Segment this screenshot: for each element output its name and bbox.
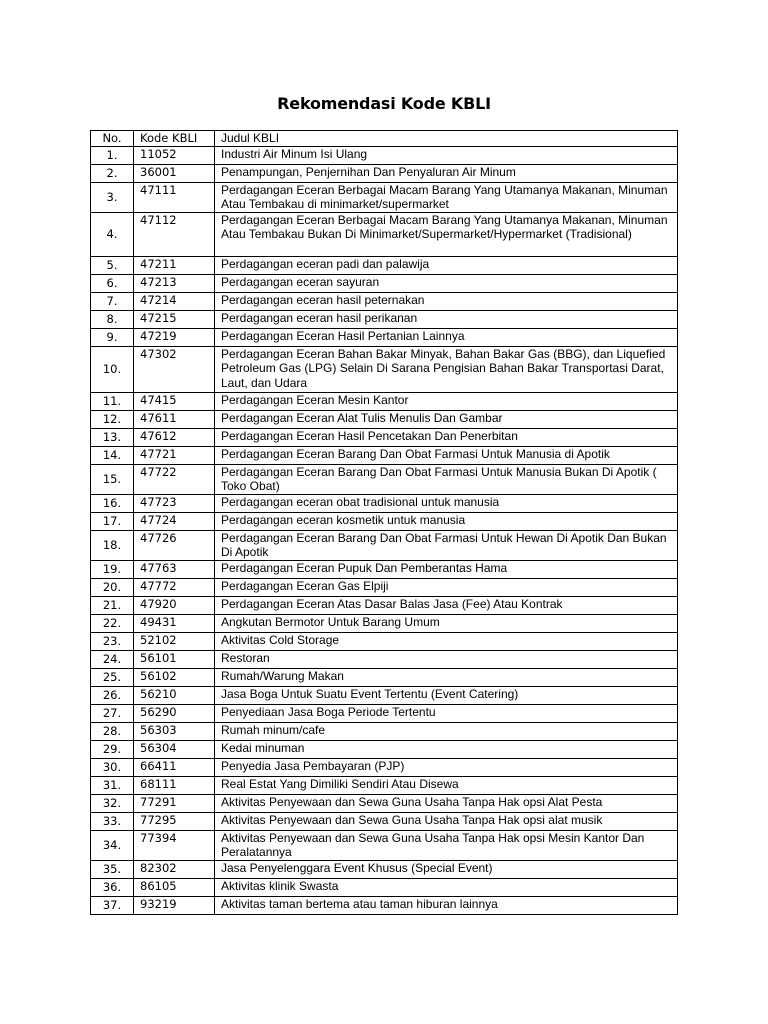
table-row [91,274,678,292]
kode-kbli-cell: 56304 [134,740,215,758]
judul-kbli-cell: Penyedia Jasa Pembayaran (PJP) [215,758,678,776]
table-row [91,776,678,794]
table-row [91,758,678,776]
kode-kbli-cell: 47724 [134,512,215,530]
kode-kbli-cell: 36001 [134,164,215,182]
judul-kbli-cell: Aktivitas Cold Storage [215,632,678,650]
kode-kbli-cell: 47112 [134,212,215,256]
judul-kbli-cell: Industri Air Minum Isi Ulang [215,146,678,164]
row-number: 30. [91,758,134,776]
kode-kbli-cell: 52102 [134,632,215,650]
kode-kbli-cell: 47612 [134,428,215,446]
row-number: 8. [91,310,134,328]
table-row [91,530,678,560]
table-row [91,812,678,830]
table-row [91,494,678,512]
judul-kbli-cell: Penampungan, Penjernihan Dan Penyaluran Air Minum [215,164,678,182]
judul-kbli-cell: Perdagangan Eceran Berbagai Macam Barang Yang Utamanya Makanan, Minuman Atau Tembakau Bukan Di Minimarket/Supermarket/Hypermarket (Tradisional) [215,212,678,256]
judul-kbli-cell: Perdagangan Eceran Alat Tulis Menulis Dan Gambar [215,410,678,428]
kode-kbli-cell: 47772 [134,578,215,596]
table-row [91,578,678,596]
table-header-row [91,131,678,147]
kode-kbli-cell: 47302 [134,346,215,392]
row-number: 10. [91,346,134,392]
kode-kbli-cell: 47215 [134,310,215,328]
kode-kbli-cell: 93219 [134,896,215,914]
kode-kbli-cell: 47219 [134,328,215,346]
page-title: Rekomendasi Kode KBLI [277,94,491,113]
row-number: 31. [91,776,134,794]
row-number: 21. [91,596,134,614]
row-number: 25. [91,668,134,686]
table-row [91,668,678,686]
kode-kbli-cell: 56101 [134,650,215,668]
table-row [91,686,678,704]
judul-kbli-cell: Jasa Penyelenggara Event Khusus (Special Event) [215,860,678,878]
row-number: 12. [91,410,134,428]
judul-kbli-cell: Angkutan Bermotor Untuk Barang Umum [215,614,678,632]
header-no: No. [91,131,134,147]
row-number: 1. [91,146,134,164]
kode-kbli-cell: 68111 [134,776,215,794]
table-row [91,830,678,860]
row-number: 32. [91,794,134,812]
kode-kbli-cell: 82302 [134,860,215,878]
row-number: 22. [91,614,134,632]
judul-kbli-cell: Perdagangan eceran hasil perikanan [215,310,678,328]
header-judul: Judul KBLI [215,131,678,147]
kode-kbli-cell: 47721 [134,446,215,464]
table-row [91,146,678,164]
table-row [91,182,678,212]
judul-kbli-cell: Perdagangan Eceran Hasil Pencetakan Dan Penerbitan [215,428,678,446]
judul-kbli-cell: Perdagangan eceran sayuran [215,274,678,292]
table-row [91,328,678,346]
kode-kbli-cell: 47213 [134,274,215,292]
kode-kbli-cell: 47763 [134,560,215,578]
row-number: 23. [91,632,134,650]
table-row [91,292,678,310]
kode-kbli-cell: 56210 [134,686,215,704]
row-number: 37. [91,896,134,914]
table-row [91,512,678,530]
kode-kbli-cell: 47415 [134,392,215,410]
judul-kbli-cell: Perdagangan Eceran Gas Elpiji [215,578,678,596]
row-number: 2. [91,164,134,182]
row-number: 28. [91,722,134,740]
kode-kbli-cell: 56303 [134,722,215,740]
row-number: 34. [91,830,134,860]
table-row [91,346,678,392]
kode-kbli-cell: 47723 [134,494,215,512]
row-number: 9. [91,328,134,346]
judul-kbli-cell: Aktivitas klinik Swasta [215,878,678,896]
table-row [91,860,678,878]
row-number: 14. [91,446,134,464]
judul-kbli-cell: Perdagangan Eceran Berbagai Macam Barang Yang Utamanya Makanan, Minuman Atau Tembakau di minimarket/supermarket [215,182,678,212]
judul-kbli-cell: Aktivitas taman bertema atau taman hiburan lainnya [215,896,678,914]
row-number: 19. [91,560,134,578]
row-number: 4. [91,212,134,256]
judul-kbli-cell: Perdagangan Eceran Barang Dan Obat Farmasi Untuk Manusia di Apotik [215,446,678,464]
table-row [91,164,678,182]
table-row [91,740,678,758]
row-number: 27. [91,704,134,722]
judul-kbli-cell: Aktivitas Penyewaan dan Sewa Guna Usaha Tanpa Hak opsi Alat Pesta [215,794,678,812]
row-number: 36. [91,878,134,896]
row-number: 20. [91,578,134,596]
table-row [91,310,678,328]
judul-kbli-cell: Perdagangan eceran obat tradisional untuk manusia [215,494,678,512]
table-row [91,614,678,632]
row-number: 18. [91,530,134,560]
row-number: 24. [91,650,134,668]
table-row [91,560,678,578]
judul-kbli-cell: Kedai minuman [215,740,678,758]
row-number: 35. [91,860,134,878]
kode-kbli-cell: 47111 [134,182,215,212]
row-number: 26. [91,686,134,704]
table-row [91,650,678,668]
row-number: 11. [91,392,134,410]
kode-kbli-cell: 11052 [134,146,215,164]
kode-kbli-cell: 77295 [134,812,215,830]
table-row [91,596,678,614]
judul-kbli-cell: Perdagangan eceran padi dan palawija [215,256,678,274]
table-row [91,212,678,256]
judul-kbli-cell: Perdagangan Eceran Bahan Bakar Minyak, Bahan Bakar Gas (BBG), dan Liquefied Petroleum Gas (LPG) Selain Di Sarana Pengisian Bahan Bakar Transportasi Darat, Laut, dan Udara [215,346,678,392]
kbli-table [90,130,678,915]
kode-kbli-cell: 47726 [134,530,215,560]
table-row [91,896,678,914]
table-row [91,428,678,446]
table-row [91,704,678,722]
judul-kbli-cell: Rumah/Warung Makan [215,668,678,686]
judul-kbli-cell: Perdagangan eceran kosmetik untuk manusia [215,512,678,530]
kode-kbli-cell: 86105 [134,878,215,896]
table-row [91,632,678,650]
row-number: 7. [91,292,134,310]
table-body [91,146,678,914]
judul-kbli-cell: Perdagangan eceran hasil peternakan [215,292,678,310]
kode-kbli-cell: 66411 [134,758,215,776]
row-number: 3. [91,182,134,212]
kode-kbli-cell: 47722 [134,464,215,494]
judul-kbli-cell: Perdagangan Eceran Mesin Kantor [215,392,678,410]
header-kode: Kode KBLI [134,131,215,147]
table-row [91,722,678,740]
judul-kbli-cell: Perdagangan Eceran Barang Dan Obat Farmasi Untuk Manusia Bukan Di Apotik ( Toko Obat) [215,464,678,494]
kode-kbli-cell: 77394 [134,830,215,860]
judul-kbli-cell: Rumah minum/cafe [215,722,678,740]
judul-kbli-cell: Aktivitas Penyewaan dan Sewa Guna Usaha Tanpa Hak opsi Mesin Kantor Dan Peralatannya [215,830,678,860]
table-row [91,794,678,812]
row-number: 6. [91,274,134,292]
table-row [91,410,678,428]
kode-kbli-cell: 49431 [134,614,215,632]
row-number: 5. [91,256,134,274]
kode-kbli-cell: 56102 [134,668,215,686]
judul-kbli-cell: Perdagangan Eceran Barang Dan Obat Farmasi Untuk Hewan Di Apotik Dan Bukan Di Apotik [215,530,678,560]
table-row [91,446,678,464]
row-number: 15. [91,464,134,494]
table-row [91,878,678,896]
judul-kbli-cell: Perdagangan Eceran Pupuk Dan Pemberantas Hama [215,560,678,578]
judul-kbli-cell: Real Estat Yang Dimiliki Sendiri Atau Disewa [215,776,678,794]
row-number: 33. [91,812,134,830]
judul-kbli-cell: Restoran [215,650,678,668]
judul-kbli-cell: Perdagangan Eceran Atas Dasar Balas Jasa (Fee) Atau Kontrak [215,596,678,614]
kode-kbli-cell: 47211 [134,256,215,274]
row-number: 17. [91,512,134,530]
kode-kbli-cell: 47214 [134,292,215,310]
row-number: 13. [91,428,134,446]
kode-kbli-cell: 77291 [134,794,215,812]
kode-kbli-cell: 47920 [134,596,215,614]
judul-kbli-cell: Jasa Boga Untuk Suatu Event Tertentu (Event Catering) [215,686,678,704]
table-row [91,464,678,494]
judul-kbli-cell: Penyediaan Jasa Boga Periode Tertentu [215,704,678,722]
row-number: 29. [91,740,134,758]
table-row [91,392,678,410]
judul-kbli-cell: Aktivitas Penyewaan dan Sewa Guna Usaha Tanpa Hak opsi alat musik [215,812,678,830]
kode-kbli-cell: 56290 [134,704,215,722]
kode-kbli-cell: 47611 [134,410,215,428]
judul-kbli-cell: Perdagangan Eceran Hasil Pertanian Lainnya [215,328,678,346]
row-number: 16. [91,494,134,512]
table-row [91,256,678,274]
